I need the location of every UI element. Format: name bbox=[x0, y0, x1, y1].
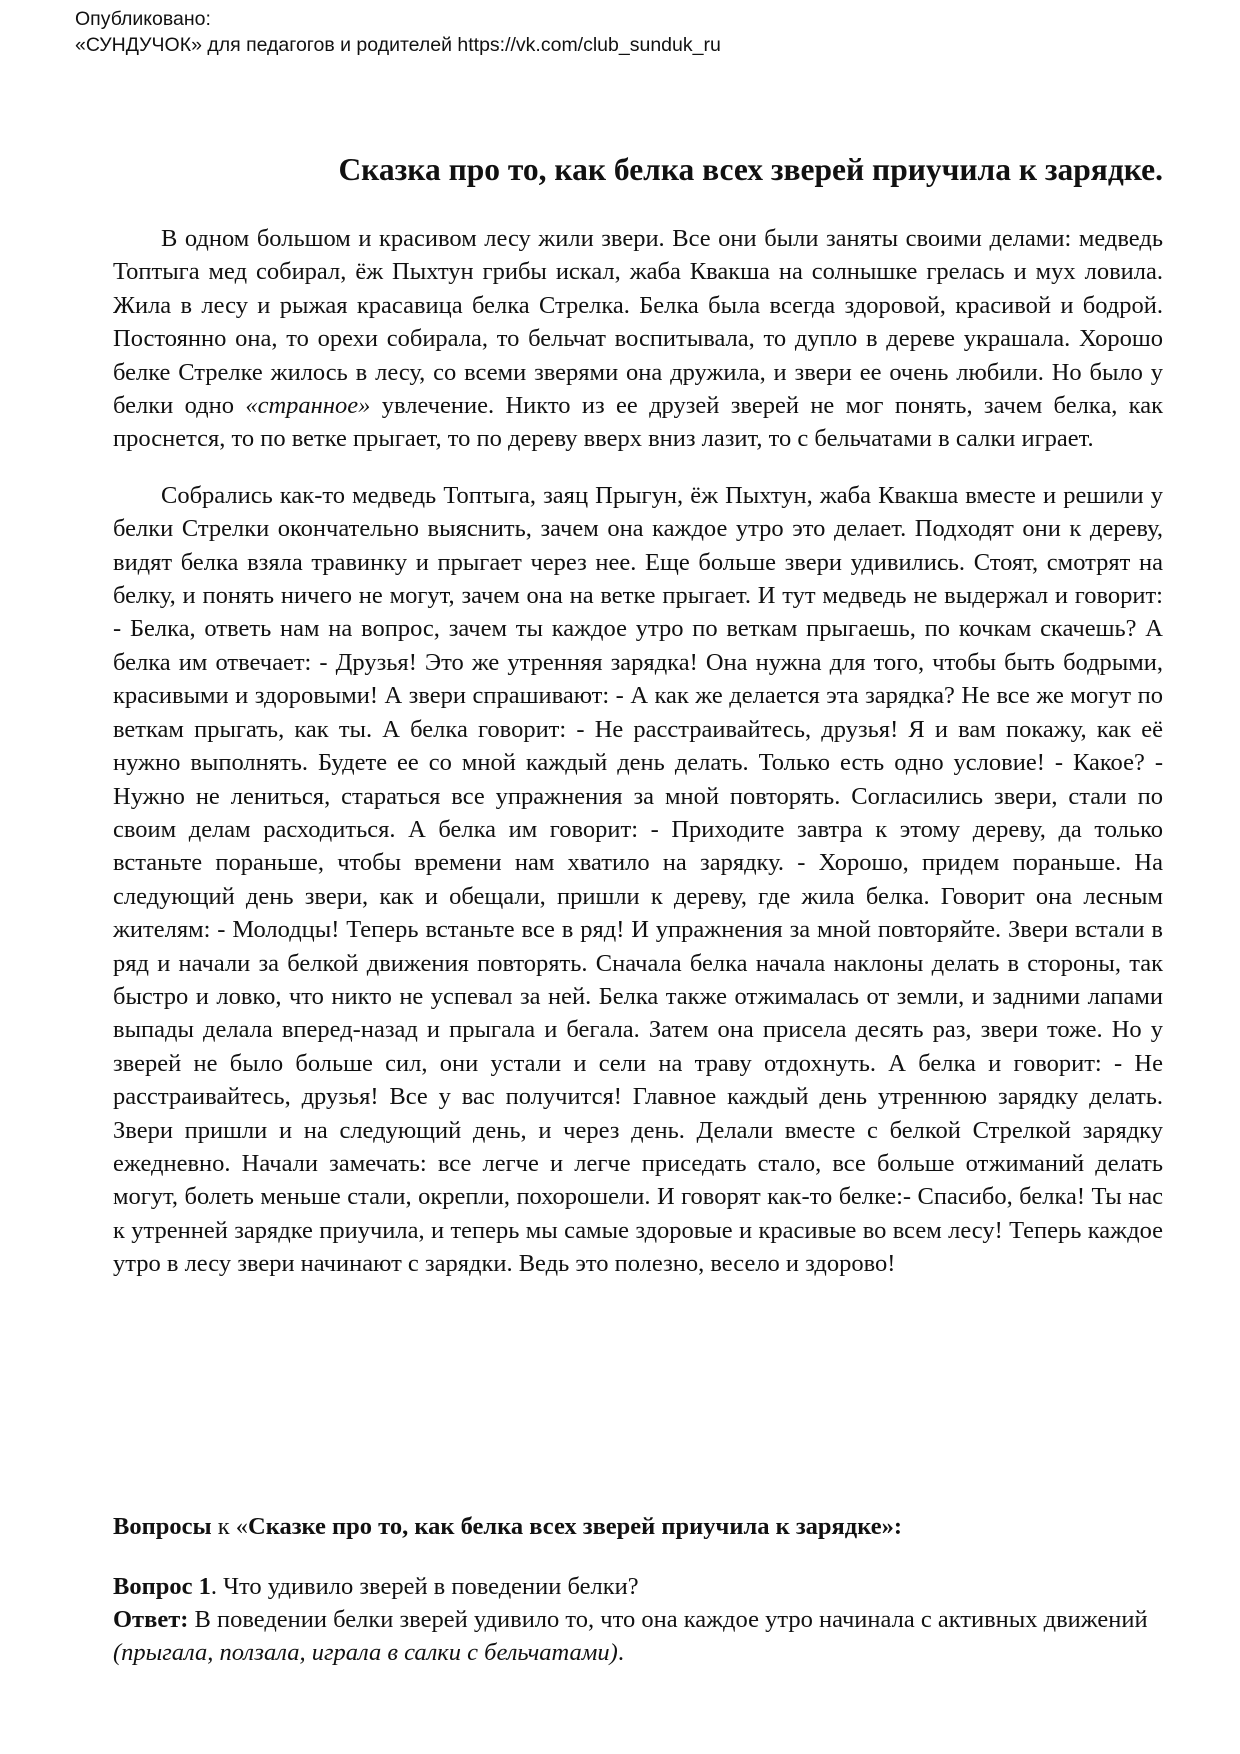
page-title: Сказка про то, как белка всех зверей приучила к зарядке. bbox=[338, 152, 1163, 187]
question-1-text: . Что удивило зверей в поведении белки? bbox=[210, 1573, 639, 1600]
story-paragraph-1-part1: В одном большом и красивом лесу жили звери. Все они были заняты своими делами: медведь Топтыга мед собирал, ёж Пыхтун грибы искал, жаба Квакша на солнышке грелась и мух ловила. Жила в лесу и рыжая красавица белка Стрелка. Белка была всегда здоровой, красивой и бодрой. Постоянно она, то орехи собирала, то бельчат воспитывала, то дупло в дереве украшала. Хорошо белке Стрелке жилось в лесу, со всеми зверями она дружила, и звери ее очень любили. Но было у белки одно bbox=[113, 225, 1163, 420]
question-1 bbox=[113, 1570, 1163, 1603]
story-paragraph-2-text: Собрались как-то медведь Топтыга, заяц Прыгун, ёж Пыхтун, жаба Квакша вместе и решили у белки Стрелки окончательно выяснить, зачем она каждое утро это делает. Подходят они к дереву, видят белка взяла травинку и прыгает через нее. Еще больше звери удивились. Стоят, смотрят на белку, и понять ничего не могут, зачем она на ветке прыгает. И тут медведь не выдержал и говорит: - Белка, ответь нам на вопрос, зачем ты каждое утро по веткам прыгаешь, по кочкам скачешь? А белка им отвечает: - Друзья! Это же утренняя зарядка! Она нужна для того, чтобы быть бодрыми, красивыми и здоровыми! А звери спрашивают: - А как же делается эта зарядка? Не все же могут по веткам прыгать, как ты. А белка говорит: - Не расстраивайтесь, друзья! Я и вам покажу, как её нужно выполнять. Будете ее со мной каждый день делать. Только есть одно условие! - Какое? - Нужно не лениться, стараться все упражнения за мной повторять. Согласились звери, стали по своим делам расходиться. А белка им говорит: - Приходите завтра к этому дереву, да только встаньте пораньше, чтобы времени нам хватило на зарядку. - Хорошо, придем пораньше. На следующий день звери, как и обещали, пришли к дереву, где жила белка. Говорит она лесным жителям: - Молодцы! Теперь встаньте все в ряд! И упражнения за мной повторяйте. Звери встали в ряд и начали за белкой движения повторять. Сначала белка начала наклоны делать в стороны, так быстро и ловко, что никто не успевал за ней. Белка также отжималась от земли, и задними лапами выпады делала вперед-назад и прыгала и бегала. Затем она присела десять раз, звери тоже. Но у зверей не было больше сил, они устали и сели на траву отдохнуть. А белка и говорит: - Не расстраивайтесь, друзья! Все у вас получится! Главное каждый день утреннюю зарядку делать. Звери пришли и на следующий день, и через день. Делали вместе с белкой Стрелкой зарядку ежедневно. Начали замечать: все легче и легче приседать стало, все больше отжиманий делать могут, болеть меньше стали, окрепли, похорошели. И говорят как-то белке:- Спасибо, белка! Ты нас к утренней зарядке приучила, и теперь мы самые здоровые и красивые во всем лесу! Теперь каждое утро в лесу звери начинают с зарядки. Ведь это полезно, весело и здорово! bbox=[113, 481, 1163, 1278]
questions-section bbox=[113, 1510, 1163, 1669]
answer-1-label: Ответ: bbox=[113, 1606, 189, 1633]
questions-heading bbox=[113, 1510, 1163, 1543]
answer-1-end: . bbox=[617, 1639, 624, 1666]
answer-1-text: В поведении белки зверей удивило то, что она каждое утро начинала с активных движений bbox=[188, 1606, 1148, 1633]
question-1-label: Вопрос 1 bbox=[113, 1573, 211, 1600]
answer-1 bbox=[113, 1603, 1163, 1669]
story-body bbox=[113, 222, 1163, 1281]
story-paragraph-1-italic: «странное» bbox=[245, 392, 371, 420]
story-paragraph-1 bbox=[113, 222, 1163, 456]
questions-heading-plain: к « bbox=[211, 1513, 248, 1540]
source-line: «СУНДУЧОК» для педагогов и родителей https://vk.com/club_sunduk_ru bbox=[75, 34, 721, 56]
story-paragraph-2 bbox=[113, 479, 1163, 1281]
story-paragraph-1-part2: увлечение. Никто из ее друзей зверей не мог понять, зачем белка, как проснется, то по ветке прыгает, то по дереву вверх вниз лазит, то с бельчатами в салки играет. bbox=[113, 392, 1163, 453]
published-label: Опубликовано: bbox=[75, 8, 211, 30]
answer-1-italic: (прыгала, ползала, играла в салки с бельчатами) bbox=[113, 1639, 618, 1666]
publication-header bbox=[75, 6, 1175, 58]
questions-heading-bold-1: Вопросы bbox=[113, 1513, 212, 1540]
questions-heading-bold-2: Сказке про то, как белка всех зверей приучила к зарядке»: bbox=[248, 1513, 902, 1540]
